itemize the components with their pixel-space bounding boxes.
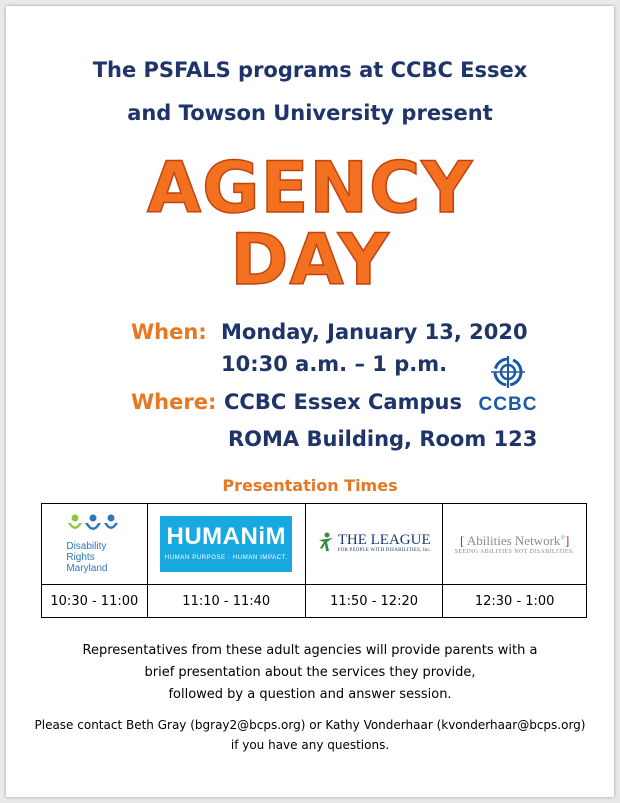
abilities-network-logo: [ Abilities Network®] SEEING ABILITIES NOT DISABILITIES. (443, 533, 586, 555)
headline-agency: AGENCY (146, 147, 474, 229)
abilities-logo-sub: SEEING ABILITIES NOT DISABILITIES. (454, 549, 575, 555)
where-place: CCBC Essex Campus (224, 390, 462, 414)
description-line-2: brief presentation about the services they provide, (144, 665, 476, 680)
humanim-logo (160, 516, 292, 572)
presentation-times-title: Presentation Times (222, 476, 398, 495)
ccbc-logo-text: CCBC (478, 394, 538, 415)
description-line-1: Representatives from these adult agencies will provide parents with a (82, 643, 538, 658)
presentation-schedule-table (41, 503, 587, 618)
intro-line-2: and Towson University present (127, 101, 493, 125)
drm-logo (66, 513, 122, 574)
headline-day: DAY (230, 219, 390, 301)
time-cell-3: 11:50 - 12:20 (305, 585, 443, 618)
time-cell-4: 12:30 - 1:00 (443, 585, 587, 618)
logo-cell-drm (42, 504, 148, 585)
intro-line-1: The PSFALS programs at CCBC Essex (92, 58, 528, 82)
contact-line-1: Please contact Beth Gray (bgray2@bcps.org) or Kathy Vonderhaar (kvonderhaar@bcps.org) (34, 718, 586, 732)
when-date: Monday, January 13, 2020 (221, 320, 528, 344)
humanim-logo-sub: HUMAN PURPOSE · HUMAN IMPACT. (164, 555, 288, 561)
ccbc-logo (473, 354, 543, 418)
time-cell-1: 10:30 - 11:00 (42, 585, 148, 618)
abilities-logo-main: Abilities Network (466, 533, 561, 548)
where-label: Where: (131, 390, 217, 414)
logo-cell-league (305, 504, 443, 585)
when-time: 10:30 a.m. – 1 p.m. (221, 352, 448, 376)
time-cell-2: 11:10 - 11:40 (147, 585, 305, 618)
logo-cell-humanim (147, 504, 305, 585)
contact-line-2: if you have any questions. (230, 738, 390, 752)
flyer-page (6, 6, 614, 797)
league-logo-sub: FOR PEOPLE WITH DISABILITIES, Inc. (337, 547, 432, 553)
description-line-3: followed by a question and answer session. (168, 687, 452, 702)
league-logo-main: THE LEAGUE (337, 531, 431, 548)
logo-cell-abilities (443, 504, 587, 585)
where-room: ROMA Building, Room 123 (228, 427, 538, 451)
drm-people-icon (66, 513, 122, 537)
league-figure-icon (317, 532, 335, 552)
when-label: When: (131, 320, 207, 344)
drm-line-3: Maryland (66, 563, 108, 574)
humanim-logo-main: HUMANiM (166, 523, 286, 550)
time-row (42, 585, 587, 618)
ccbc-emblem-icon (485, 354, 531, 390)
drm-line-1: Disability (66, 541, 107, 552)
logo-row (42, 504, 587, 585)
drm-line-2: Rights (66, 552, 95, 563)
league-logo (317, 532, 432, 553)
